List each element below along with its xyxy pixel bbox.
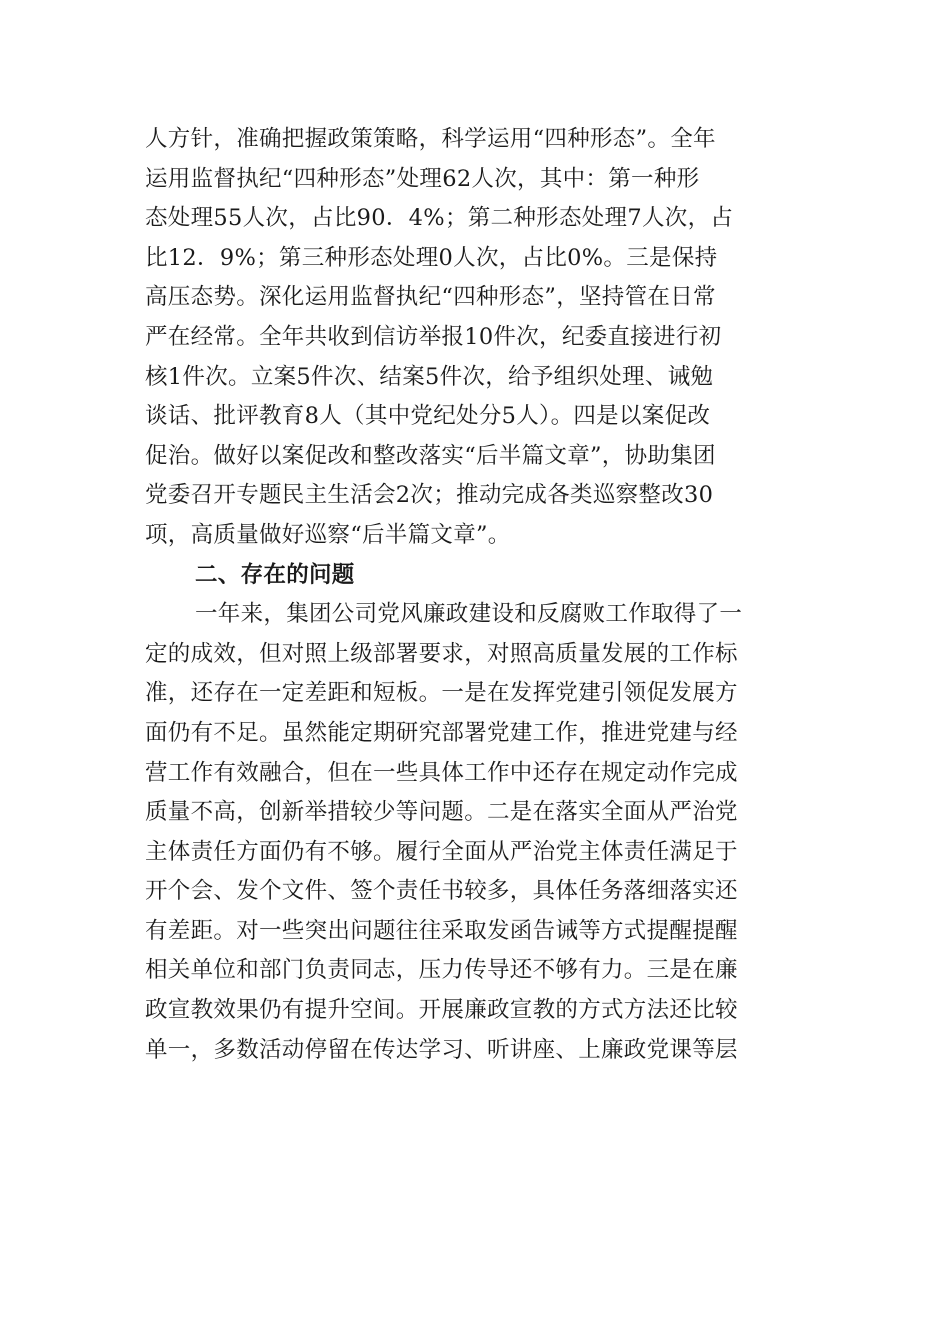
paragraph-line: 政宣教效果仍有提升空间。开展廉政宣教的方式方法还比较 — [145, 997, 738, 1024]
paragraph-line: 人方针，准确把握政策策略，科学运用“四种形态”。全年 — [145, 126, 716, 152]
paragraph-line: 严在经常。全年共收到信访举报10件次，纪委直接进行初 — [145, 323, 722, 350]
paragraph-line: 有差距。对一些突出问题往往采取发函告诫等方式提醒提醒 — [145, 917, 738, 944]
paragraph-line: 核1件次。立案5件次、结案5件次，给予组织处理、诫勉 — [145, 363, 714, 390]
paragraph-line: 面仍有不足。虽然能定期研究部署党建工作，推进党建与经 — [145, 719, 738, 746]
paragraph-line: 高压态势。深化运用监督执纪“四种形态”，坚持管在日常 — [145, 284, 716, 311]
paragraph-line: 党委召开专题民主生活会2次；推动完成各类巡察整改30 — [145, 482, 714, 509]
paragraph-line: 开个会、发个文件、签个责任书较多，具体任务落细落实还 — [145, 878, 738, 905]
paragraph-line: 主体责任方面仍有不够。履行全面从严治党主体责任满足于 — [145, 838, 738, 865]
paragraph-line: 促治。做好以案促改和整改落实“后半篇文章”，协助集团 — [145, 442, 716, 469]
paragraph-line: 单一，多数活动停留在传达学习、听讲座、上廉政党课等层 — [145, 1036, 738, 1063]
paragraph-line: 谈话、批评教育8人（其中党纪处分5人）。四是以案促改 — [145, 403, 711, 430]
paragraph-line: 项，高质量做好巡察“后半篇文章”。 — [145, 521, 511, 548]
paragraph-line: 营工作有效融合，但在一些具体工作中还存在规定动作完成 — [145, 759, 738, 786]
paragraph-line: 相关单位和部门负责同志，压力传导还不够有力。三是在廉 — [145, 957, 738, 984]
section-heading: 二、存在的问题 — [195, 561, 355, 588]
paragraph-line: 准，还存在一定差距和短板。一是在发挥党建引领促发展方 — [145, 680, 738, 707]
paragraph-line: 定的成效，但对照上级部署要求，对照高质量发展的工作标 — [145, 640, 738, 667]
document-body — [145, 120, 808, 1070]
paragraph-line: 比12．9%；第三种形态处理0人次，占比0%。三是保持 — [145, 244, 718, 271]
paragraph-line: 质量不高，创新举措较少等问题。二是在落实全面从严治党 — [145, 799, 738, 826]
paragraph-line: 运用监督执纪“四种形态”处理62人次，其中：第一种形 — [145, 165, 700, 192]
paragraph-line: 态处理55人次，占比90．4%；第二种形态处理7人次，占 — [145, 205, 734, 232]
paragraph-line: 一年来，集团公司党风廉政建设和反腐败工作取得了一 — [195, 601, 743, 628]
